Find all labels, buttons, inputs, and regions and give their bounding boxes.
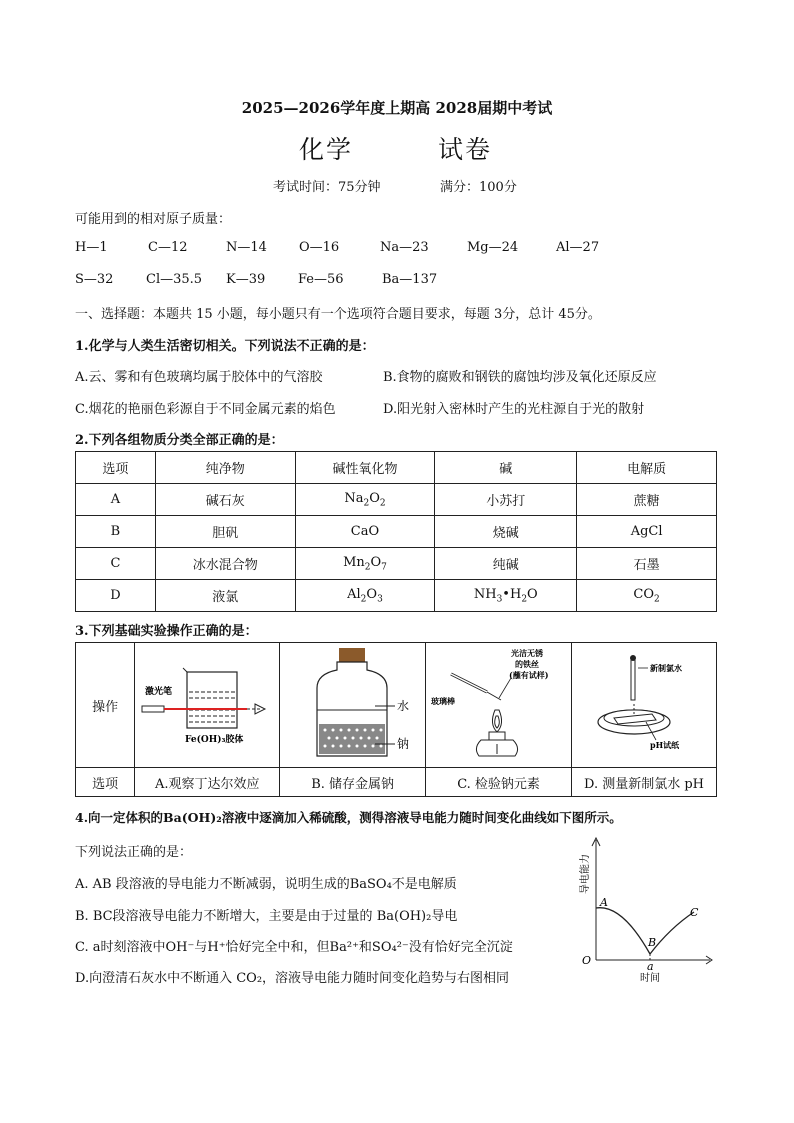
figure-flame-test — [426, 643, 572, 768]
table-row — [76, 516, 717, 548]
q3-table — [75, 642, 717, 797]
point-b-label: B — [648, 936, 657, 949]
table-row — [76, 580, 717, 612]
laser-label: 激光笔 — [145, 687, 173, 697]
rod-label: 玻璃棒 — [430, 696, 455, 706]
q3-option: A.观察丁达尔效应 — [135, 768, 280, 797]
sodium-label: 钠 — [396, 737, 409, 751]
q3-figure-row — [76, 643, 717, 768]
table-cell: A — [76, 484, 156, 516]
point-a-label: A — [600, 896, 608, 909]
table-header: 碱性氧化物 — [295, 452, 435, 484]
table-cell: CaO — [295, 516, 435, 548]
table-cell: 碱石灰 — [155, 484, 295, 516]
q3-stem: 3.下列基础实验操作正确的是： — [75, 624, 258, 639]
q3-option: B. 储存金属钠 — [280, 768, 426, 797]
table-cell: 蔗糖 — [577, 484, 717, 516]
q3-option: D. 测量新制氯水 pH — [572, 768, 717, 797]
table-cell: 液氯 — [155, 580, 295, 612]
chlorine-label: 新制氯水 — [650, 663, 682, 673]
table-cell: $Al_2O_3$ — [295, 580, 435, 612]
subject-left: 化学 — [299, 135, 354, 164]
x-axis-label: 时间 — [640, 973, 660, 984]
q2-table — [75, 451, 717, 612]
atomic-mass: K—39 — [226, 272, 266, 287]
figure-tyndall — [135, 643, 280, 768]
wire-label: 的铁丝 — [514, 659, 539, 669]
figure-ph-test — [572, 643, 717, 768]
atomic-heading: 可能用到的相对原子质量： — [75, 212, 232, 227]
q1-stem: 1.化学与人类生活密切相关。下列说法不正确的是： — [75, 339, 375, 354]
q3-row-label: 操作 — [76, 643, 135, 768]
exam-title: 2025—2026学年度上期高 2028届期中考试 — [241, 99, 553, 117]
table-header-row — [76, 452, 717, 484]
colloid-label: Fe(OH)₃胶体 — [185, 735, 244, 745]
conductivity-graph — [578, 836, 718, 984]
q1-option-c: C.烟花的艳丽色彩源自于不同金属元素的焰色 — [75, 402, 336, 417]
ph-paper-label: pH试纸 — [650, 740, 680, 750]
atomic-mass: Fe—56 — [298, 272, 344, 287]
section-heading: 一、选择题：本题共 15 小题，每小题只有一个选项符合题目要求，每题 3分，总计 45分。 — [75, 307, 601, 322]
table-cell: 烧碱 — [435, 516, 577, 548]
table-cell: $Na_2O_2$ — [295, 484, 435, 516]
ph-test-diagram — [574, 644, 714, 762]
q1-option-b: B.食物的腐败和钢铁的腐蚀均涉及氧化还原反应 — [383, 370, 657, 385]
atomic-mass: H—1 — [75, 240, 108, 255]
q2-stem: 2.下列各组物质分类全部正确的是： — [75, 433, 284, 448]
table-cell: $CO_2$ — [577, 580, 717, 612]
table-row — [76, 484, 717, 516]
table-cell: 纯碱 — [435, 548, 577, 580]
y-axis-label: 导电能力 — [580, 854, 591, 894]
table-cell: C — [76, 548, 156, 580]
exam-score: 满分：100分 — [440, 180, 517, 195]
atomic-mass: Na—23 — [380, 240, 429, 255]
table-cell: D — [76, 580, 156, 612]
q1-option-d: D.阳光射入密林时产生的光柱源自于光的散射 — [383, 402, 645, 417]
exam-time: 考试时间：75分钟 — [273, 180, 381, 195]
q4-ask: 下列说法正确的是： — [75, 845, 193, 860]
water-label: 水 — [396, 699, 409, 713]
table-header: 纯净物 — [155, 452, 295, 484]
time-a-label: a — [647, 960, 654, 973]
tyndall-diagram — [137, 644, 277, 762]
table-cell: 小苏打 — [435, 484, 577, 516]
atomic-mass: Ba—137 — [382, 272, 438, 287]
subject-right: 试卷 — [438, 135, 493, 164]
table-row — [76, 548, 717, 580]
q1-option-a: A.云、雾和有色玻璃均属于胶体中的气溶胶 — [75, 370, 323, 385]
table-cell: 冰水混合物 — [155, 548, 295, 580]
q4-stem: 4.向一定体积的Ba(OH)₂溶液中逐滴加入稀硫酸，测得溶液导电能力随时间变化曲线如下图所示。 — [75, 810, 622, 825]
table-header: 选项 — [76, 452, 156, 484]
q4-option-b: B. BC段溶液导电能力不断增大，主要是由于过量的 Ba(OH)₂导电 — [75, 909, 458, 924]
atomic-mass: C—12 — [148, 240, 188, 255]
table-cell: 胆矾 — [155, 516, 295, 548]
origin-label: O — [582, 954, 592, 967]
table-cell: $NH_3•H_2O$ — [435, 580, 577, 612]
atomic-mass: N—14 — [226, 240, 267, 255]
flame-test-diagram — [429, 644, 569, 762]
q3-option-row — [76, 768, 717, 797]
q4-option-a: A. AB 段溶液的导电能力不断减弱，说明生成的BaSO₄不是电解质 — [75, 877, 457, 892]
atomic-mass: Mg—24 — [467, 240, 519, 255]
wire-label: (蘸有试样) — [508, 670, 549, 680]
bottle-diagram — [283, 644, 423, 762]
atomic-mass: O—16 — [299, 240, 340, 255]
atomic-mass: Al—27 — [556, 240, 600, 255]
q4-option-c: C. a时刻溶液中OH⁻与H⁺恰好完全中和，但Ba²⁺和SO₄²⁻没有恰好完全沉淀 — [75, 940, 513, 955]
figure-sodium-storage — [280, 643, 426, 768]
table-cell: B — [76, 516, 156, 548]
wire-label: 光洁无锈 — [510, 648, 543, 658]
q3-option-label: 选项 — [76, 768, 135, 797]
table-cell: $Mn_2O_7$ — [295, 548, 435, 580]
q3-option: C. 检验钠元素 — [426, 768, 572, 797]
table-header: 电解质 — [577, 452, 717, 484]
point-c-label: C — [690, 906, 699, 919]
table-cell: 石墨 — [577, 548, 717, 580]
q4-option-d: D.向澄清石灰水中不断通入 CO₂，溶液导电能力随时间变化趋势与右图相同 — [75, 971, 510, 986]
atomic-mass: Cl—35.5 — [146, 272, 203, 287]
table-cell: AgCl — [577, 516, 717, 548]
atomic-mass: S—32 — [75, 272, 114, 287]
table-header: 碱 — [435, 452, 577, 484]
